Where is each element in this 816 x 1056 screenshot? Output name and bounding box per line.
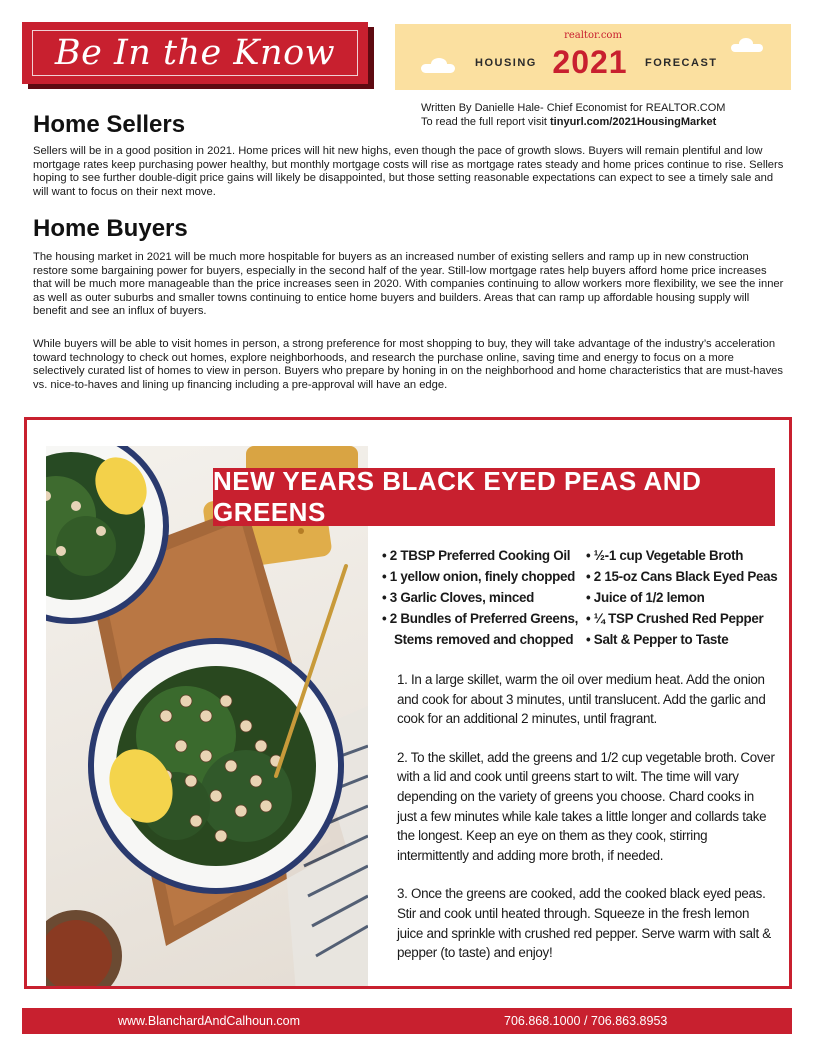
buyers-title: Home Buyers: [33, 215, 188, 242]
ingredient-item: • ¼ TSP Crushed Red Pepper: [586, 611, 764, 626]
forecast-label: FORECAST: [645, 57, 718, 69]
ingredient-item: • 1 yellow onion, finely chopped: [382, 569, 575, 584]
footer-bar: [22, 1008, 792, 1034]
byline-author: Written By Danielle Hale- Chief Economist for REALTOR.COM: [421, 102, 726, 114]
ingredient-item: • ½-1 cup Vegetable Broth: [586, 548, 744, 563]
recipe-step: 3. Once the greens are cooked, add the cooked black eyed peas. Stir and cook until heated through. Squeeze in the fresh lemon juice and sprinkle with crushed red pepper. Serve warm with salt & pepper (to taste) and enjoy!: [397, 886, 771, 961]
buyers-body-1: The housing market in 2021 will be much more hospitable for buyers as an increased number of existing sellers and ramp up in new construction restore some bargaining power for buyers, especially in the second half of the year. Still-low mortgage rates help buyers afford home price increases that will be much more manageable than the price increases seen in 2020. With companies continuing to allow workers more flexibility, we see the inner as well as outer suburbs and smaller towns continuing to entice home buyers and builders. Areas that can ramp up affordable housing supply will benefit and see an influx of buyers.: [33, 251, 784, 318]
buyers-body-2: While buyers will be able to visit homes in person, a strong preference for most shopping to buy, they will take advantage of the industry’s acceleration toward technology to check out homes, explore neighborhoods, and research the purchase online, saving time and energy to focus on a more selectively curated list of homes to view in person. Buyers who prepare by honing in on the neighborhood and home characteristics that are must-haves vs. nice-to-haves and lining up financing including a pre-approval will have an edge.: [33, 338, 783, 391]
ingredient-item: • Salt & Pepper to Taste: [586, 632, 729, 647]
byline-report: [421, 115, 725, 129]
ingredient-item: • 3 Garlic Cloves, minced: [382, 590, 534, 605]
report-link[interactable]: tinyurl.com/2021HousingMarket: [550, 116, 717, 128]
sellers-title: Home Sellers: [33, 111, 186, 138]
cloud-graphic: [431, 58, 447, 70]
recipe-step: 2. To the skillet, add the greens and 1/2 cup vegetable broth. Cover with a lid and cook until greens start to wilt. The time will vary depending on the variety of greens you choose. Chard cooks in just a few minutes while kale takes a little longer and collards take the longest. Keep an eye on them as they cook, stirring intermittently and adding more broth, if needed.: [397, 749, 775, 863]
recipe-steps: [397, 670, 775, 982]
byline: [421, 101, 725, 129]
forecast-housing-label: HOUSING: [475, 57, 537, 69]
recipe-step: 1. In a large skillet, warm the oil over medium heat. Add the onion and cook for about 3 minutes, until translucent. Add the garlic and cook for an additional 2 minutes, until fragrant.: [397, 672, 766, 727]
recipe-card: [24, 417, 792, 989]
sellers-body: Sellers will be in a good position in 2021. Home prices will hit new highs, even though the pace of growth slows. Buyers will remain plentiful and low mortgage rates keep purchasing power healthy, but monthly mortgage costs will rise as mortgage rates steady and home prices continue to rise. Sellers hoping to see further double-digit price gains will likely be disappointed, but those setting reasonable expectations can expect to see a timely sale and will want to focus on their next move.: [33, 145, 784, 198]
forecast-year: 2021: [552, 44, 628, 80]
forecast-box: [395, 24, 791, 90]
footer-phone: 706.868.1000 / 706.863.8953: [504, 1014, 668, 1028]
spice-bowl-illustration: [46, 910, 122, 989]
ingredient-item: • 2 Bundles of Preferred Greens,: [382, 611, 579, 626]
ingredient-item: • Juice of 1/2 lemon: [586, 590, 705, 605]
recipe-title: NEW YEARS BLACK EYED PEAS AND GREENS: [213, 466, 702, 527]
banner-title: Be In the Know: [54, 33, 336, 73]
ingredient-item: Stems removed and chopped: [394, 632, 574, 647]
header-banner: [22, 22, 368, 84]
ingredient-item: • 2 TBSP Preferred Cooking Oil: [382, 548, 571, 563]
recipe-title-band: [213, 468, 775, 526]
ingredients-right: [586, 545, 786, 650]
ingredients-left: [382, 545, 587, 650]
byline-report-prefix: To read the full report visit: [421, 116, 551, 128]
realtor-logo: realtor.com: [564, 30, 622, 41]
footer-website-link[interactable]: www.BlanchardAndCalhoun.com: [118, 1014, 301, 1028]
ingredient-item: • 2 15-oz Cans Black Eyed Peas: [586, 569, 778, 584]
